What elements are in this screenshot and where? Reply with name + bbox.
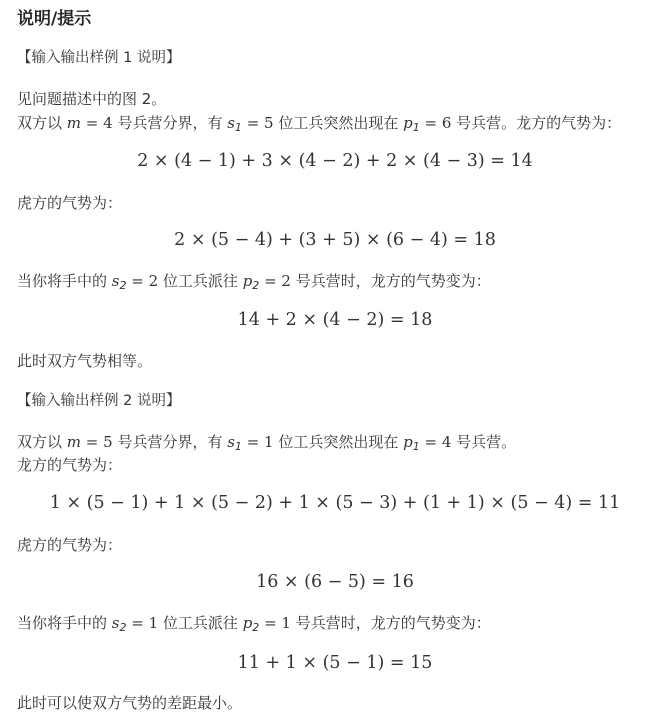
text: 双方以 [17, 433, 67, 451]
text: 号兵营分界，有 [117, 433, 228, 451]
text: 双方以 [17, 114, 67, 132]
math-eq: = 4 [419, 433, 457, 451]
math-eq: = 5 [241, 114, 279, 132]
text: 号兵营时，龙方的气势变为： [295, 272, 491, 290]
example-1-line-2 [17, 113, 621, 133]
var-p: p [403, 433, 413, 451]
subscript: 1 [412, 440, 420, 453]
text: 号兵营时，龙方的气势变为： [295, 614, 491, 632]
subscript: 2 [252, 279, 260, 292]
subscript: 1 [412, 121, 420, 134]
formula-dragon-1: 2 × (4 − 1) + 3 × (4 − 2) + 2 × (4 − 3) = 14 [137, 151, 533, 171]
var-s: s [227, 114, 235, 132]
example-2-line-5: 此时可以使双方气势的差距最小。 [17, 694, 243, 712]
formula-dragon-1-after: 14 + 2 × (4 − 2) = 18 [237, 310, 433, 330]
text: 位工兵突然出现在 [278, 114, 404, 132]
text: 当你将手中的 [17, 272, 112, 290]
math-eq: = 4 [81, 114, 118, 132]
var-s: s [111, 272, 120, 290]
subscript: 2 [119, 621, 127, 634]
example-2-line-2: 龙方的气势为： [17, 456, 123, 474]
example-1-line-1: 见问题描述中的图 2。 [17, 90, 167, 108]
formula-tiger-1: 2 × (5 − 4) + (3 + 5) × (6 − 4) = 18 [174, 230, 496, 250]
subscript: 1 [234, 121, 242, 134]
text: 位工兵派往 [162, 272, 243, 290]
math-eq: = 1 [259, 614, 296, 632]
text: 当你将手中的 [17, 614, 112, 632]
example-1-line-5: 此时双方气势相等。 [17, 352, 153, 370]
math-eq: = 1 [126, 614, 163, 632]
var-m: m [66, 114, 82, 132]
math-eq: = 6 [419, 114, 457, 132]
math-eq: = 2 [126, 272, 163, 290]
example-1-line-3: 虎方的气势为： [17, 194, 123, 212]
text: 号兵营。龙方的气势为： [456, 114, 622, 132]
math-eq: = 2 [259, 272, 296, 290]
var-p: p [242, 614, 253, 632]
var-p: p [403, 114, 413, 132]
var-s: s [227, 433, 235, 451]
formula-tiger-2: 16 × (6 − 5) = 16 [256, 572, 414, 592]
example-2-line-3: 虎方的气势为： [17, 536, 123, 554]
math-eq: = 1 [241, 433, 279, 451]
var-s: s [111, 614, 120, 632]
var-m: m [66, 433, 82, 451]
example-2-title: 【输入输出样例 2 说明】 [17, 393, 181, 409]
section-heading: 说明/提示 [17, 9, 92, 29]
example-2-line-1 [17, 432, 516, 452]
text: 号兵营分界，有 [117, 114, 228, 132]
example-2-line-4 [17, 613, 491, 633]
text: 位工兵突然出现在 [278, 433, 404, 451]
subscript: 2 [119, 279, 127, 292]
var-p: p [242, 272, 253, 290]
formula-dragon-2-after: 11 + 1 × (5 − 1) = 15 [237, 653, 433, 673]
subscript: 2 [252, 621, 260, 634]
text: 位工兵派往 [162, 614, 243, 632]
example-1-title: 【输入输出样例 1 说明】 [17, 50, 181, 66]
example-1-line-4 [17, 271, 491, 291]
subscript: 1 [234, 440, 242, 453]
formula-dragon-2: 1 × (5 − 1) + 1 × (5 − 2) + 1 × (5 − 3) + (1 + 1) × (5 − 4) = 11 [49, 493, 621, 513]
math-eq: = 5 [81, 433, 118, 451]
text: 号兵营。 [456, 433, 517, 451]
